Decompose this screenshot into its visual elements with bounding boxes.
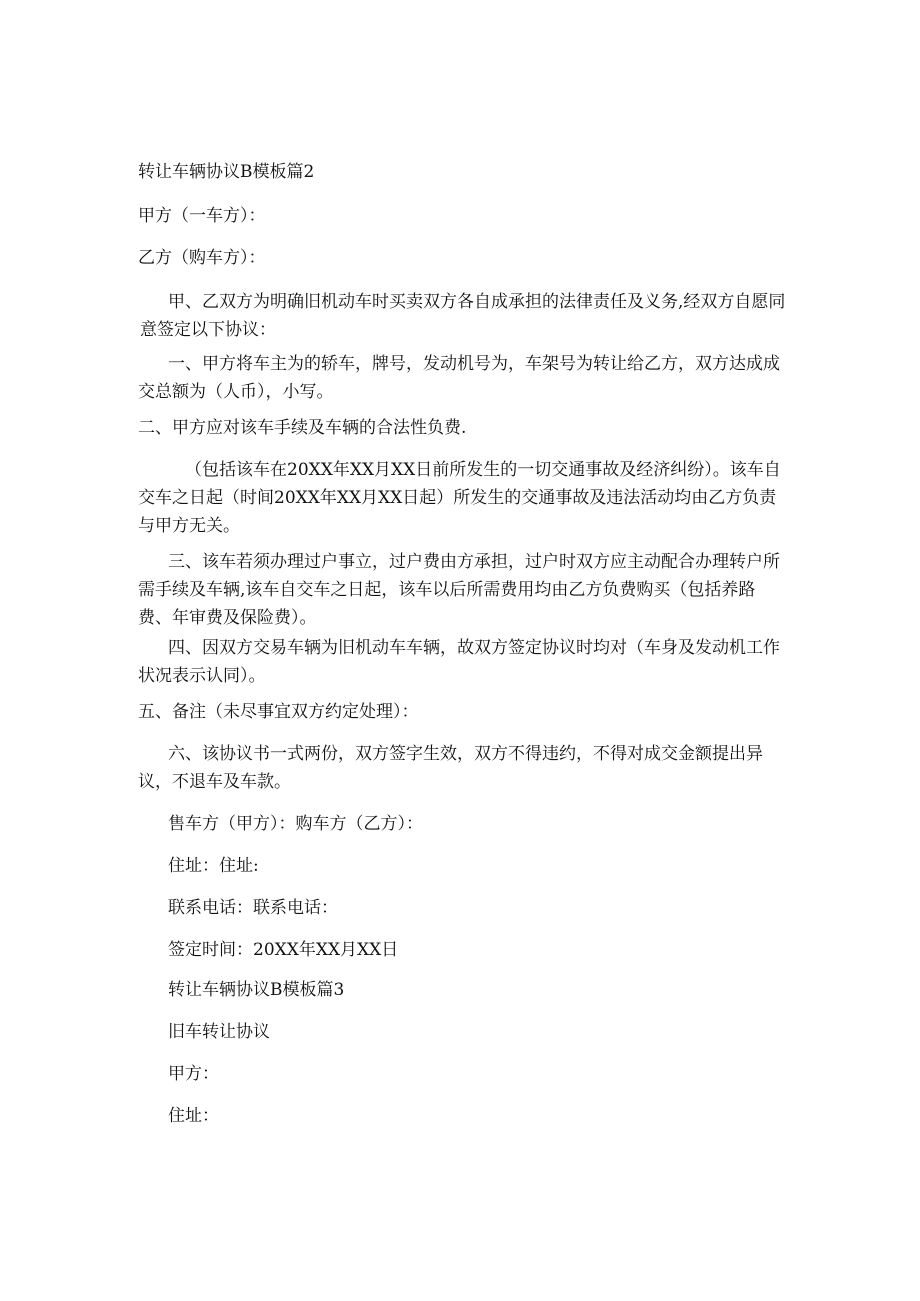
address-line-3: 住址： — [168, 1106, 219, 1126]
clause-5: 五、备注（未尽事宜双方约定处理）： — [138, 702, 419, 722]
phone-line: 联系电话：联系电话： — [168, 898, 338, 918]
clause-2-detail: （包括该车在20XX年XX月XX日前所发生的一切交通事故及经济纠纷）。该车自交车之日起（时间20XX年XX月XX日起）所发生的交通事故及违法活动均由乙方负责与甲方无关。 — [138, 460, 781, 536]
clause-4: 四、因双方交易车辆为旧机动车车辆，故双方签定协议时均对（车身及发动机工作状况表示认同）。 — [138, 638, 780, 686]
section-title-2: 转让车辆协议B模板篇2 — [138, 162, 315, 182]
party-b-line: 乙方（购车方）： — [138, 248, 266, 268]
clause-1: 一、甲方将车主为的轿车，牌号，发动机号为，车架号为转让给乙方，双方达成成交总额为（人币），小写。 — [138, 354, 780, 402]
signature-parties-line: 售车方（甲方）：购车方（乙方）： — [168, 814, 423, 834]
party-a-line-3: 甲方： — [168, 1064, 219, 1084]
intro-paragraph: 甲、乙双方为明确旧机动车时买卖双方各自成承担的法律责任及义务,经双方自愿同意签定以下协议： — [140, 292, 786, 340]
section-title-3: 转让车辆协议B模板篇3 — [168, 980, 345, 1000]
party-a-line: 甲方（一车方）： — [138, 206, 266, 226]
address-line: 住址：住址: — [168, 856, 259, 876]
clause-6: 六、该协议书一式两份，双方签字生效，双方不得违约，不得对成交金额提出异议，不退车及车款。 — [138, 744, 763, 792]
clause-2: 二、甲方应对该车手续及车辆的合法性负费. — [138, 418, 467, 438]
signing-date-line: 签定时间：20XX年XX月XX日 — [168, 940, 399, 960]
clause-3: 三、该车若须办理过户事立，过户费由方承担，过户时双方应主动配合办理转户所需手续及车辆,该车自交车之日起，该车以后所需费用均由乙方负费购买（包括养路费、年审费及保险费）。 — [138, 552, 780, 628]
agreement-heading: 旧车转让协议 — [168, 1022, 270, 1042]
